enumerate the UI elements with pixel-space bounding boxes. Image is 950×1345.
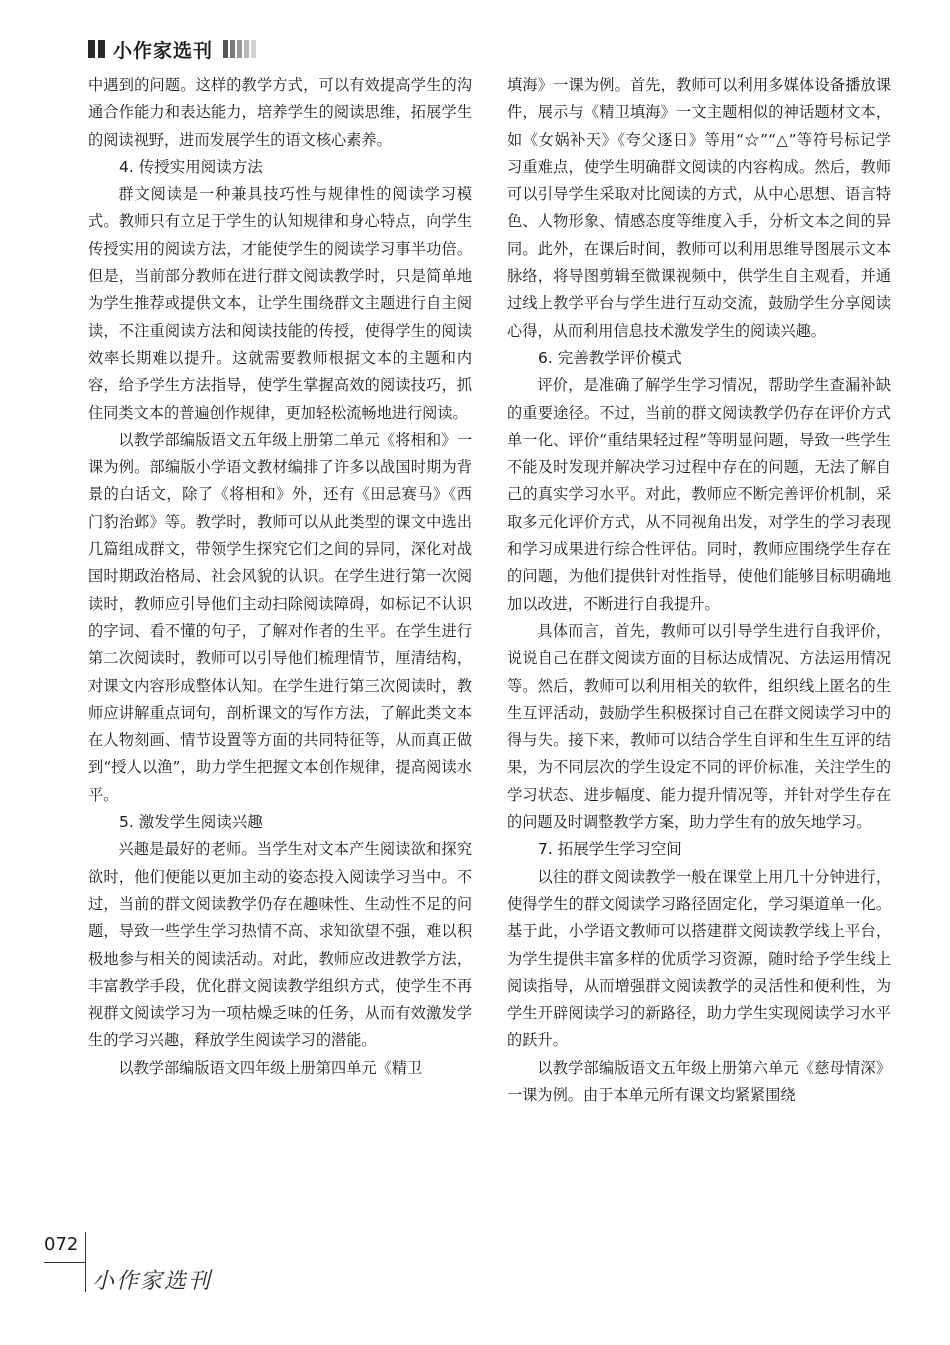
right-section-heading: 7. 拓展学生学习空间 [538,840,682,859]
left-section-heading: 4. 传授实用阅读方法 [119,157,263,176]
left-column [88,72,472,1082]
left-paragraph: 中遇到的问题。这样的教学方式，可以有效提高学生的沟通合作能力和表达能力，培养学生的阅读思维，拓展学生的阅读视野，进而发展学生的语文核心素养。 [88,76,472,149]
footer-divider [85,1232,86,1292]
left-section-heading: 5. 激发学生阅读兴趣 [119,813,263,832]
page-number: 072 [44,1234,79,1255]
page-number-underline [44,1262,85,1263]
right-paragraph: 评价，是准确了解学生学习情况，帮助学生查漏补缺的重要途径。不过，当前的群文阅读教学仍存在评价方式单一化、评价“重结果轻过程”等明显问题，导致一些学生不能及时发现并解决学习过程中存在的问题，无法了解自己的真实学习水平。对此，教师应不断完善评价机制，采取多元化评价方式，从不同视角出发，对学生的学习表现和学习成果进行综合性评估。同时，教师应围绕学生存在的问题，为他们提供针对性指导，使他们能够目标明确地加以改进，不断进行自我提升。 [507,376,891,613]
left-paragraph: 兴趣是最好的老师。当学生对文本产生阅读欲和探究欲时，他们便能以更加主动的姿态投入阅读学习当中。不过，当前的群文阅读教学仍存在趣味性、生动性不足的问题，导致一些学生学习热情不高、求知欲望不强，难以积极地参与相关的阅读活动。对此，教师应改进教学方法，丰富教学手段，优化群文阅读教学组织方式，使学生不再视群文阅读学习为一项枯燥乏味的任务，从而有效激发学生的学习兴趣，释放学生阅读学习的潜能。 [88,840,472,1050]
right-paragraph: 具体而言，首先，教师可以引导学生进行自我评价，说说自己在群文阅读方面的目标达成情况、方法运用情况等。然后，教师可以利用相关的软件，组织线上匿名的生生互评活动，鼓励学生积极探讨自己在群文阅读学习中的得与失。接下来，教师可以结合学生自评和生生互评的结果，为不同层次的学生设定不同的评价标准，关注学生的学习状态、进步幅度、能力提升情况等，并针对学生存在的问题及时调整教学方案，助力学生有的放矢地学习。 [507,621,891,832]
running-header [88,36,256,62]
header-gradient-bars-icon [223,40,256,58]
left-paragraph: 群文阅读是一种兼具技巧性与规律性的阅读学习模式。教师只有立足于学生的认知规律和身心特点，向学生传授实用的阅读方法，才能使学生的阅读学习事半功倍。但是，当前部分教师在进行群文阅读教学时，只是简单地为学生推荐或提供文本，让学生围绕群文主题进行自主阅读，不注重阅读方法和阅读技能的传授，使得学生的阅读效率长期难以提升。这就需要教师根据文本的主题和内容，给予学生方法指导，使学生掌握高效的阅读技巧，抓住同类文本的普遍创作规律，更加轻松流畅地进行阅读。 [88,185,472,422]
right-paragraph: 以教学部编版语文五年级上册第六单元《慈母情深》一课为例。由于本单元所有课文均紧紧围绕 [507,1058,891,1104]
left-paragraph: 以教学部编版语文五年级上册第二单元《将相和》一课为例。部编版小学语文教材编排了许多以战国时期为背景的白话文，除了《将相和》外，还有《田忌赛马》《西门豹治邺》等。教学时，教师可以从此类型的课文中选出几篇组成群文，带领学生探究它们之间的异同，深化对战国时期政治格局、社会风貌的认识。在学生进行第一次阅读时，教师应引导他们主动扫除阅读障碍，如标记不认识的字词、看不懂的句子，了解对作者的生平。在学生进行第二次阅读时，教师可以引导他们梳理情节，厘清结构，对课文内容形成整体认知。在学生进行第三次阅读时，教师应讲解重点词句，剖析课文的写作方法，了解此类文本在人物刻画、情节设置等方面的共同特征等，从而真正做到“授人以渔”，助力学生把握文本创作规律，提高阅读水平。 [88,430,472,804]
right-section-heading: 6. 完善教学评价模式 [538,348,682,367]
footer-brand-logo: 小作家选刊 [92,1269,213,1294]
header-bars-icon [88,40,105,58]
right-column [507,72,891,1109]
right-paragraph: 以往的群文阅读教学一般在课堂上用几十分钟进行，使得学生的群文阅读学习路径固定化，学习渠道单一化。基于此，小学语文教师可以搭建群文阅读教学线上平台，为学生提供丰富多样的优质学习资源，随时给予学生线上阅读指导，从而增强群文阅读教学的灵活性和便利性，为学生开辟阅读学习的新路径，助力学生实现阅读学习水平的跃升。 [507,867,891,1050]
journal-title: 小作家选刊 [113,39,214,62]
left-paragraph: 以教学部编版语文四年级上册第四单元《精卫 [118,1058,423,1077]
right-paragraph: 填海》一课为例。首先，教师可以利用多媒体设备播放课件，展示与《精卫填海》一文主题相似的神话题材文本，如《女娲补天》《夸父逐日》等用“☆”“△”等符号标记学习重难点，使学生明确群文阅读的内容构成。然后，教师可以引导学生采取对比阅读的方式，从中心思想、语言特色、人物形象、情感态度等维度入手，分析文本之间的异同。此外，在课后时间，教师可以利用思维导图展示文本脉络，将导图剪辑至微课视频中，供学生自主观看，并通过线上教学平台与学生进行互动交流，鼓励学生分享阅读心得，从而利用信息技术激发学生的阅读兴趣。 [507,76,891,340]
